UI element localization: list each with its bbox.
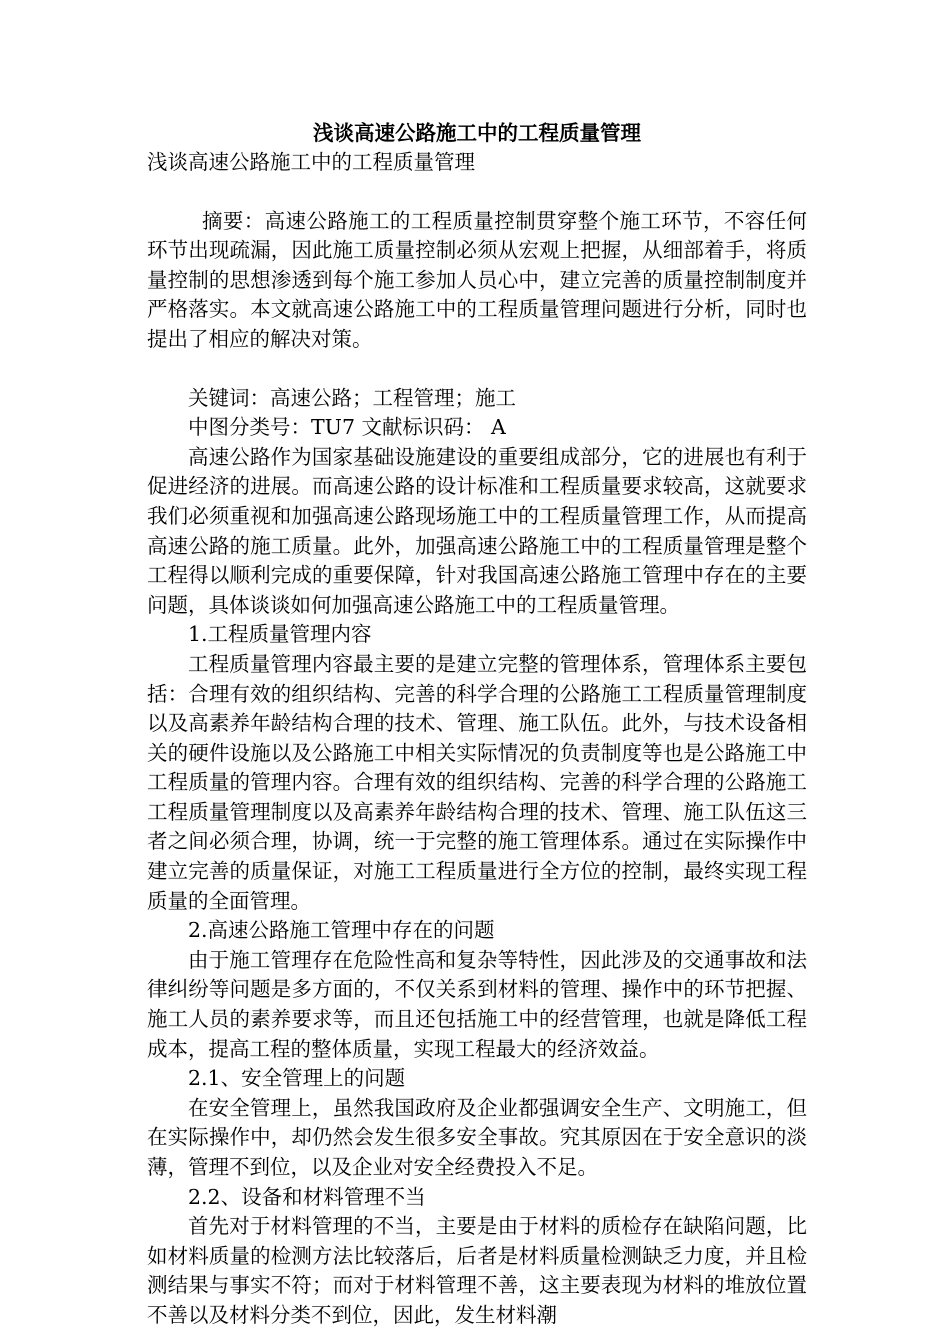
document-title: 浅谈高速公路施工中的工程质量管理 xyxy=(313,121,641,145)
section-body: 工程质量管理内容最主要的是建立完整的管理体系，管理体系主要包括：合理有效的组织结构、完善的科学合理的公路施工工程质量管理制度以及高素养年龄结构合理的技术、管理、施工队伍。此外，与技术设备相关的硬件设施以及公路施工中相关实际情况的负责制度等也是公路施工中工程质量的管理内容。合理有效的组织结构、完善的科学合理的公路施工工程质量管理制度以及高素养年龄结构合理的技术、管理、施工队伍这三者之间必须合理，协调，统一于完整的施工管理体系。通过在实际操作中建立完善的质量保证，对施工工程质量进行全方位的控制，最终实现工程质量的全面管理。 xyxy=(147,651,807,913)
document-subtitle: 浅谈高速公路施工中的工程质量管理 xyxy=(147,150,475,174)
section-heading: 1.工程质量管理内容 xyxy=(188,622,372,647)
keywords-line: 关键词：高速公路；工程管理；施工 xyxy=(188,385,516,410)
document-page xyxy=(147,118,807,1331)
abstract-paragraph: 摘要：高速公路施工的工程质量控制贯穿整个施工环节，不容任何环节出现疏漏，因此施工质量控制必须从宏观上把握，从细部着手，将质量控制的思想渗透到每个施工参加人员心中，建立完善的质量控制制度并严格落实。本文就高速公路施工中的工程质量管理问题进行分析，同时也提出了相应的解决对策。 xyxy=(147,208,807,351)
section-body: 首先对于材料管理的不当，主要是由于材料的质检存在缺陷问题，比如材料质量的检测方法比较落后，后者是材料质量检测缺乏力度，并且检测结果与事实不符；而对于材料管理不善，这主要表现为材料的堆放位置不善以及材料分类不到位，因此，发生材料潮 xyxy=(147,1214,807,1327)
section-body: 由于施工管理存在危险性高和复杂等特性，因此涉及的交通事故和法律纠纷等问题是多方面的，不仅关系到材料的管理、操作中的环节把握、施工人员的素养要求等，而且还包括施工中的经营管理，也就是降低工程成本，提高工程的整体质量，实现工程最大的经济效益。 xyxy=(147,947,807,1061)
classification-line: 中图分类号：TU7 文献标识码： A xyxy=(188,415,506,440)
section-heading: 2.1、安全管理上的问题 xyxy=(188,1066,406,1091)
section-body: 在安全管理上，虽然我国政府及企业都强调安全生产、文明施工，但在实际操作中，却仍然会发生很多安全事故。究其原因在于安全意识的淡薄，管理不到位，以及企业对安全经费投入不足。 xyxy=(147,1095,807,1179)
section-heading: 2.高速公路施工管理中存在的问题 xyxy=(188,918,495,943)
intro-paragraph: 高速公路作为国家基础设施建设的重要组成部分，它的进展也有利于促进经济的进展。而高速公路的设计标准和工程质量要求较高，这就要求我们必须重视和加强高速公路现场施工中的工程质量管理工作，从而提高高速公路的施工质量。此外，加强高速公路施工中的工程质量管理是整个工程得以顺利完成的重要保障，针对我国高速公路施工管理中存在的主要问题，具体谈谈如何加强高速公路施工中的工程质量管理。 xyxy=(147,444,807,617)
section-heading: 2.2、设备和材料管理不当 xyxy=(188,1184,426,1209)
